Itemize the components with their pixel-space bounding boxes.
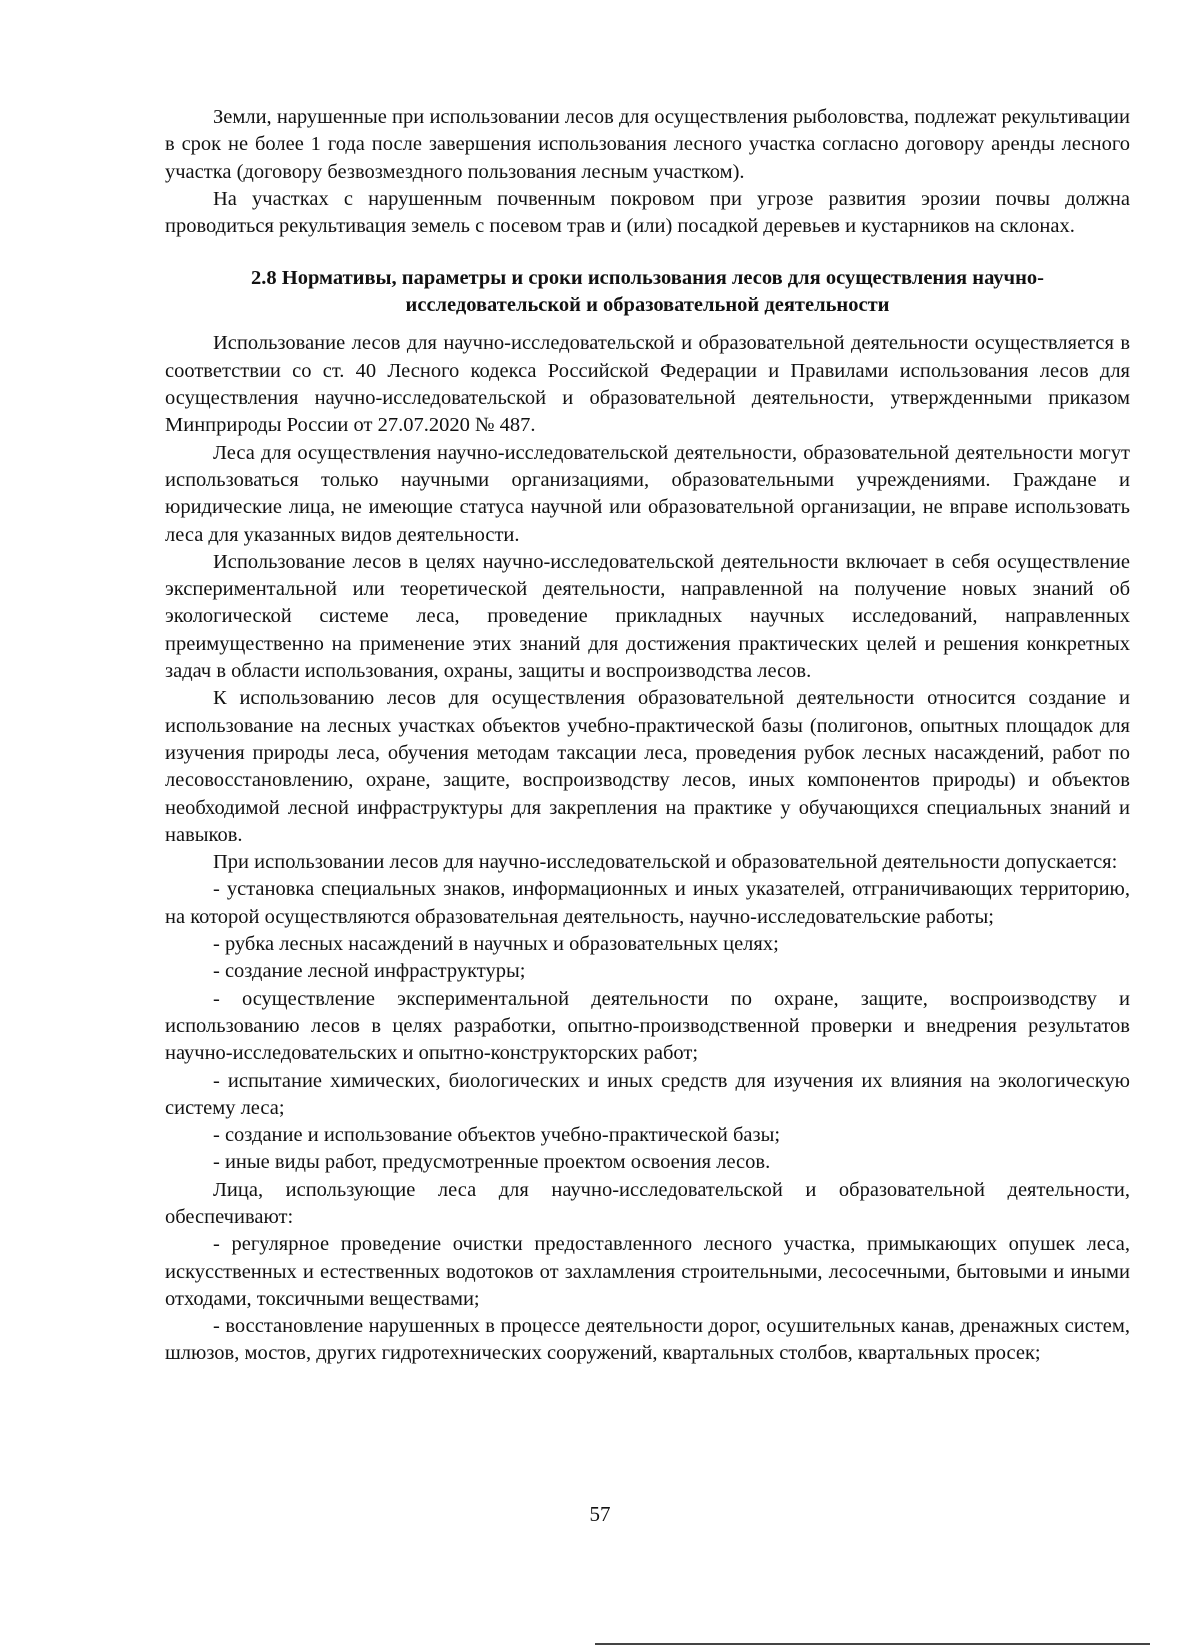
list-item: - рубка лесных насаждений в научных и образовательных целях; <box>213 933 779 956</box>
paragraph: При использовании лесов для научно-исследовательской и образовательной деятельности допускается: <box>213 851 1118 874</box>
paragraph: Использование лесов в целях научно-исследовательской деятельности включает в себя осуществление экспериментальной или теоретической деятельности, направленной на получение новых знаний об экологической системе леса, проведение прикладных научных исследований, направленных преимущественно на применение этих знаний для достижения практических целей и решения конкретных задач в области использования, охраны, защиты и воспроизводства лесов. <box>165 550 1130 683</box>
page-number: 57 <box>589 1502 611 1526</box>
scan-edge-line <box>595 1643 1150 1645</box>
paragraph: Леса для осуществления научно-исследовательской деятельности, образовательной деятельности могут использоваться только научными организациями, образовательными учреждениями. Граждане и юридические лица, не имеющие статуса научной или образовательной организации, не вправе использовать леса для указанных видов деятельности. <box>165 441 1130 546</box>
list-item: - создание и использование объектов учебно-практической базы; <box>213 1124 781 1147</box>
paragraph: Лица, использующие леса для научно-исследовательской и образовательной деятельности, обеспечивают: <box>165 1178 1130 1228</box>
list-item: - осуществление экспериментальной деятельности по охране, защите, воспроизводству и использованию лесов в целях разработки, опытно-производственной проверки и внедрения результатов научно-исследовательских и опытно-конструкторских работ; <box>165 987 1130 1065</box>
list-item: - создание лесной инфраструктуры; <box>213 960 526 983</box>
paragraph: Земли, нарушенные при использовании лесов для осуществления рыболовства, подлежат рекультивации в срок не более 1 года после завершения использования лесного участка согласно договору аренды лесного участка (договору безвозмездного пользования лесным участком). <box>165 106 1130 183</box>
paragraph: На участках с нарушенным почвенным покровом при угрозе развития эрозии почвы должна проводиться рекультивация земель с посевом трав и (или) посадкой деревьев и кустарников на склонах. <box>165 187 1130 238</box>
paragraph: Использование лесов для научно-исследовательской и образовательной деятельности осуществляется в соответствии со ст. 40 Лесного кодекса Российской Федерации и Правилами использования лесов для осуществления научно-исследовательской и образовательной деятельности, утвержденными приказом Минприроды России от 27.07.2020 № 487. <box>165 332 1130 437</box>
paragraph: К использованию лесов для осуществления образовательной деятельности относится создание и использование на лесных участках объектов учебно-практической базы (полигонов, опытных площадок для изучения природы леса, обучения методам таксации леса, проведения рубок лесных насаждений, работ по лесовосстановлению, охране, защите, воспроизводству лесов, иных компонентов природы) и объектов необходимой лесной инфраструктуры для закрепления на практике у обучающихся специальных знаний и навыков. <box>165 687 1130 846</box>
section-heading: 2.8 Нормативы, параметры и сроки использования лесов для осуществления научно-исследовательской и образовательной деятельности <box>251 267 1044 317</box>
list-item: - регулярное проведение очистки предоставленного лесного участка, примыкающих опушек леса, искусственных и естественных водотоков от захламления строительными, лесосечными, бытовыми и иными отходами, токсичными веществами; <box>165 1233 1130 1310</box>
list-item: - испытание химических, биологических и иных средств для изучения их влияния на экологическую систему леса; <box>165 1069 1130 1119</box>
list-item: - иные виды работ, предусмотренные проектом освоения лесов. <box>213 1151 771 1174</box>
list-item: - установка специальных знаков, информационных и иных указателей, отграничивающих территорию, на которой осуществляются образовательная деятельность, научно-исследовательские работы; <box>165 878 1130 928</box>
document-page <box>165 104 1130 1368</box>
list-item: - восстановление нарушенных в процессе деятельности дорог, осушительных канав, дренажных систем, шлюзов, мостов, других гидротехнических сооружений, квартальных столбов, квартальных просек; <box>165 1315 1130 1365</box>
